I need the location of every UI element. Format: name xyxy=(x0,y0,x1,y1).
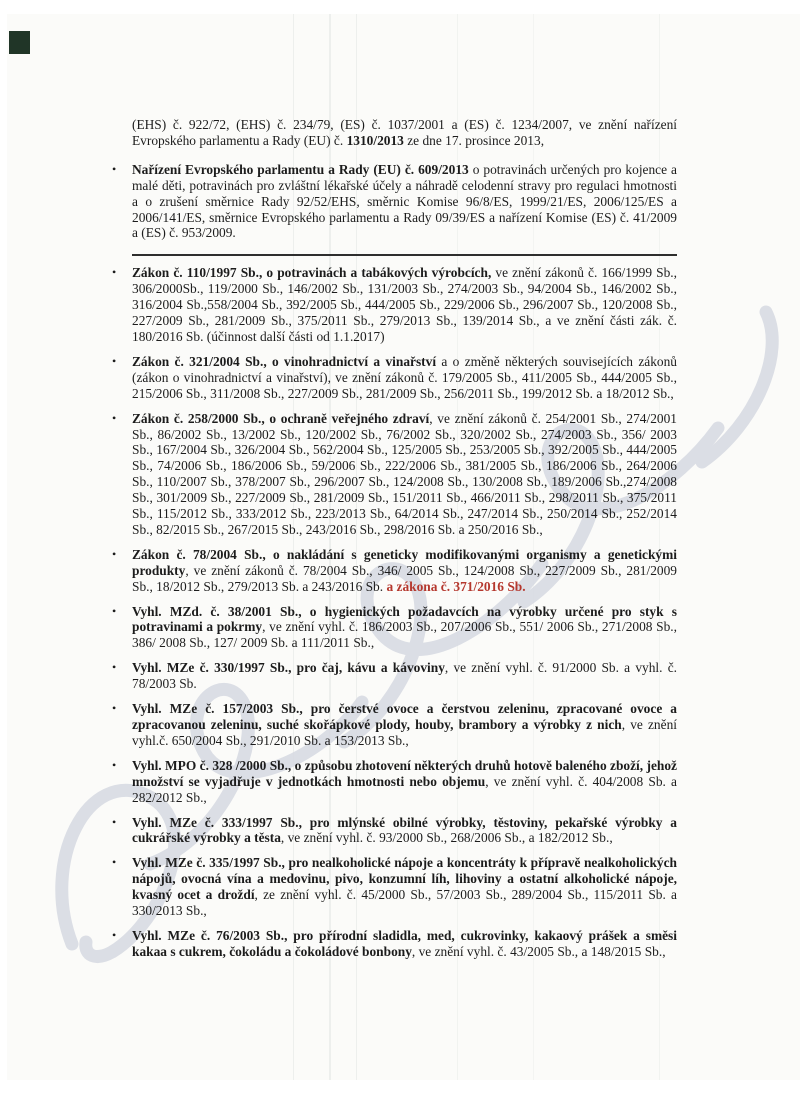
eu-regulation-text xyxy=(132,162,677,242)
law-item-amendments: a o změně některých souvisejících zákonů (zákon o vinohradnictví a vinařství), ve znění zákonů č. 179/2005 Sb., 411/2005 Sb., 444/2005 Sb., 215/2006 Sb., 311/2008 Sb., 227/2009 Sb., 281/2009 Sb., 256/2011 Sb., 199/2012 Sb. a 18/2012 Sb., xyxy=(132,353,677,401)
law-list-item xyxy=(112,660,677,692)
law-item-text xyxy=(132,758,677,806)
intro-post-text: ze dne 17. prosince 2013, xyxy=(403,132,545,148)
section-divider xyxy=(132,254,677,256)
law-item-amendments: , ve znění vyhl. č. 186/2003 Sb., 207/2006 Sb., 551/ 2006 Sb., 271/2008 Sb., 386/ 2008 Sb., 127/ 2009 Sb. a 111/2011 Sb., xyxy=(132,619,677,651)
bullet-icon: • xyxy=(112,161,117,176)
law-list-item xyxy=(112,546,677,595)
law-item-title: Zákon č. 258/2000 Sb., o ochraně veřejného zdraví xyxy=(132,410,430,426)
law-list-item xyxy=(112,701,677,749)
law-item-text xyxy=(132,411,677,538)
law-item-text xyxy=(132,855,677,919)
law-item-amendments: , ve znění vyhl. č. 404/2008 Sb. a 282/2012 Sb., xyxy=(132,773,677,805)
law-item-amendments: , ze znění vyhl. č. 45/2000 Sb., 57/2003 Sb., 289/2004 Sb., 115/2011 Sb. a 330/2013 Sb., xyxy=(132,887,677,919)
page-edge-bottom xyxy=(0,1080,800,1100)
law-item-text xyxy=(132,604,677,652)
law-list-item xyxy=(112,757,677,806)
law-item-title: Vyhl. MZe č. 76/2003 Sb., pro přírodní sladidla, med, cukrovinky, kakaový prášek a směsi kakaa s cukrem, čokoládu a čokoládové bonbony xyxy=(132,927,677,959)
law-list-item xyxy=(112,410,677,538)
law-item-text xyxy=(132,547,677,595)
law-item-amendments: , ve znění zákonů č. 78/2004 Sb., 346/ 2005 Sb., 124/2008 Sb., 227/2009 Sb., 281/2009 Sb., 18/2012 Sb., 279/2013 Sb. a 243/2016 Sb. xyxy=(132,562,677,594)
law-item-title: Vyhl. MZe č. 335/1997 Sb., pro nealkoholické nápoje a koncentráty k přípravě nealkoholických nápojů, ovocná vína a medovinu, pivo, konzumní líh, lihoviny a ostatní alkoholické nápoje, kvasný ocet a droždí xyxy=(132,855,677,903)
intro-bold-number: 1310/2013 xyxy=(346,132,404,148)
law-item-title: Vyhl. MZe č. 333/1997 Sb., pro mlýnské obilné výrobky, těstoviny, pekařské výrobky a cukrářské výrobky a těsta xyxy=(132,814,677,846)
document-body xyxy=(112,117,677,969)
law-item-amendments: , ve znění vyhl. č. 93/2000 Sb., 268/2006 Sb., a 182/2012 Sb., xyxy=(280,830,613,846)
law-list xyxy=(112,265,677,959)
law-item-red-note: a zákona č. 371/2016 Sb. xyxy=(386,578,526,594)
law-item-text xyxy=(132,928,677,960)
bullet-icon: • xyxy=(112,757,117,772)
eu-regulation-title: Nařízení Evropského parlamentu a Rady (EU) č. 609/2013 xyxy=(132,161,469,177)
eu-regulation-amendments: o potravinách určených pro kojence a malé děti, potravinách pro zvláštní lékařské účely a náhradě celodenní stravy pro regulaci hmotnosti a o zrušení směrnice Rady 92/52/EHS, směrnic Komise 96/8/ES, 1999/21/ES, 2006/125/ES a 2006/141/ES, směrnice Evropského parlamentu a Rady 09/39/ES a nařízení Komise (ES) č. 41/2009 a (ES) č. 953/2009. xyxy=(132,161,677,241)
law-item-amendments: , ve znění vyhl. č. 91/2000 Sb. a vyhl. č. 78/2003 Sb. xyxy=(132,660,677,692)
bullet-icon: • xyxy=(112,814,117,829)
law-item-text xyxy=(132,701,677,749)
bullet-icon: • xyxy=(112,410,117,425)
law-list-item xyxy=(112,603,677,652)
bullet-icon: • xyxy=(112,701,117,716)
law-item-title: Vyhl. MPO č. 328 /2000 Sb., o způsobu zhotovení některých druhů hotově baleného zboží, jehož množství se vyjadřuje v jednotkách hmotnosti nebo objemu xyxy=(132,757,677,789)
law-list-item xyxy=(112,353,677,402)
bullet-icon: • xyxy=(112,660,117,675)
bullet-icon: • xyxy=(112,265,117,280)
law-item-amendments: , ve znění vyhl.č. 650/2004 Sb., 291/2010 Sb. a 153/2013 Sb., xyxy=(132,717,677,748)
law-item-title: Zákon č. 321/2004 Sb., o vinohradnictví a vinařství xyxy=(132,353,437,369)
law-item-amendments: , ve znění vyhl. č. 43/2005 Sb., a 148/2015 Sb., xyxy=(411,943,666,959)
page-edge-top xyxy=(0,0,800,14)
law-item-text xyxy=(132,354,677,402)
law-item-title: Vyhl. MZe č. 157/2003 Sb., pro čerstvé ovoce a čerstvou zeleninu, zpracované ovoce a zpracovanou zeleninu, suché skořápkové plody, houby, brambory a výrobky z nich xyxy=(132,701,677,732)
law-item-title: Zákon č. 78/2004 Sb., o nakládání s geneticky modifikovanými organismy a genetickými produkty xyxy=(132,546,677,578)
bullet-icon: • xyxy=(112,546,117,561)
law-item-title: Vyhl. MZe č. 330/1997 Sb., pro čaj, kávu a kávoviny xyxy=(132,660,445,676)
law-item-title: Zákon č. 110/1997 Sb., o potravinách a tabákových výrobcích, xyxy=(132,265,492,281)
list-item-eu-regulation xyxy=(112,161,677,242)
law-list-item xyxy=(112,814,677,847)
bullet-icon: • xyxy=(112,353,117,368)
page-edge-left xyxy=(0,0,7,1100)
law-item-title: Vyhl. MZd. č. 38/2001 Sb., o hygienických požadavcích na výrobky určené pro styk s potravinami a pokrmy xyxy=(132,603,677,635)
law-item-amendments: ve znění zákonů č. 166/1999 Sb., 306/2000Sb., 119/2000 Sb., 146/2002 Sb., 131/2003 Sb., 274/2003 Sb., 94/2004 Sb., 146/2002 Sb., 316/2004 Sb.,558/2004 Sb., 392/2005 Sb., 444/2005 Sb., 229/2006 Sb., 296/2007 Sb., 120/2008 Sb., 227/2009 Sb., 281/2009 Sb., 375/2011 Sb., 279/2013 Sb., 139/2014 Sb., a ve znění části zák. č. 180/2016 Sb. (účinnost další části od 1.1.2017) xyxy=(132,265,677,344)
paragraph-eu-regulations-continuation xyxy=(132,117,677,149)
bullet-icon: • xyxy=(112,855,117,870)
bullet-icon: • xyxy=(112,603,117,618)
law-item-text xyxy=(132,660,677,692)
bullet-icon: • xyxy=(112,927,117,942)
law-item-text xyxy=(132,815,677,847)
scan-corner-mark xyxy=(9,31,30,54)
intro-pre-text: (EHS) č. 922/72, (EHS) č. 234/79, (ES) č. 1037/2001 a (ES) č. 1234/2007, ve znění nařízení Evropského parlamentu a Rady (EU) č. xyxy=(132,117,677,148)
law-list-item xyxy=(112,855,677,919)
law-item-text xyxy=(132,265,677,345)
law-list-item xyxy=(112,927,677,960)
law-list-item xyxy=(112,265,677,345)
law-item-amendments: , ve znění zákonů č. 254/2001 Sb., 274/2001 Sb., 86/2002 Sb., 13/2002 Sb., 120/2002 Sb., 76/2002 Sb., 320/2002 Sb., 274/2003 Sb., 356/ 2003 Sb., 167/2004 Sb., 326/2004 Sb., 562/2004 Sb., 125/2005 Sb., 253/2005 Sb., 392/2005 Sb., 444/2005 Sb., 74/2006 Sb., 186/2006 Sb., 59/2006 Sb., 222/2006 Sb., 381/2005 Sb., 186/2006 Sb., 264/2006 Sb., 110/2007 Sb., 378/2007 Sb., 296/2007 Sb., 124/2008 Sb., 130/2008 Sb., 189/2006 Sb.,274/2008 Sb., 301/2009 Sb., 227/2009 Sb., 281/2009 Sb., 151/2011 Sb., 466/2011 Sb., 298/2011 Sb., 375/2011 Sb., 115/2012 Sb., 333/2012 Sb., 223/2013 Sb., 64/2014 Sb., 247/2014 Sb., 250/2014 Sb., 252/2014 Sb., 82/2015 Sb., 267/2015 Sb., 243/2016 Sb., 298/2016 Sb. a 250/2016 Sb., xyxy=(132,410,677,537)
